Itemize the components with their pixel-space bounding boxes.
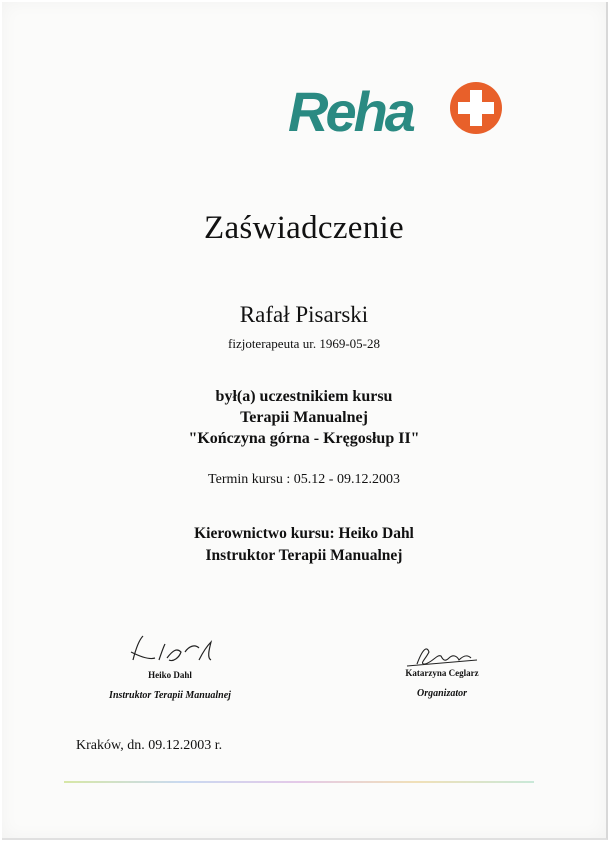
course-line-3: "Kończyna górna - Kręgosłup II" — [188, 430, 420, 447]
course-term: Termin kursu : 05.12 - 09.12.2003 — [208, 472, 400, 487]
management-line-1: Kierownictwo kursu: Heiko Dahl — [194, 525, 414, 542]
management-line-2: Instruktor Terapii Manualnej — [205, 547, 403, 564]
handwritten-signature-left — [115, 630, 225, 672]
logo-wordmark: Reha — [288, 80, 413, 143]
recipient-name: Rafał Pisarski — [239, 302, 369, 327]
reha-logo — [288, 80, 520, 150]
course-line-2: Terapii Manualnej — [240, 409, 368, 426]
course-description — [2, 386, 606, 449]
footer-divider — [64, 781, 534, 783]
certificate-title: Zaświadczenie — [204, 210, 404, 246]
signature-block-right — [362, 642, 522, 699]
signatory-role-left: Instruktor Terapii Manualnej — [109, 690, 231, 701]
course-line-1: był(a) uczestnikiem kursu — [215, 388, 393, 405]
handwritten-signature-right — [397, 642, 487, 670]
signature-block-left — [80, 630, 260, 701]
signatory-name-left: Heiko Dahl — [148, 670, 192, 680]
course-management — [2, 523, 606, 567]
place-and-date: Kraków, dn. 09.12.2003 r. — [76, 738, 223, 753]
signatory-role-right: Organizator — [416, 688, 467, 699]
plus-icon — [448, 80, 504, 136]
profession-line: fizjoterapeuta ur. 1969-05-28 — [228, 336, 380, 351]
certificate-page — [2, 2, 608, 840]
signatory-name-right: Katarzyna Ceglarz — [405, 668, 479, 678]
